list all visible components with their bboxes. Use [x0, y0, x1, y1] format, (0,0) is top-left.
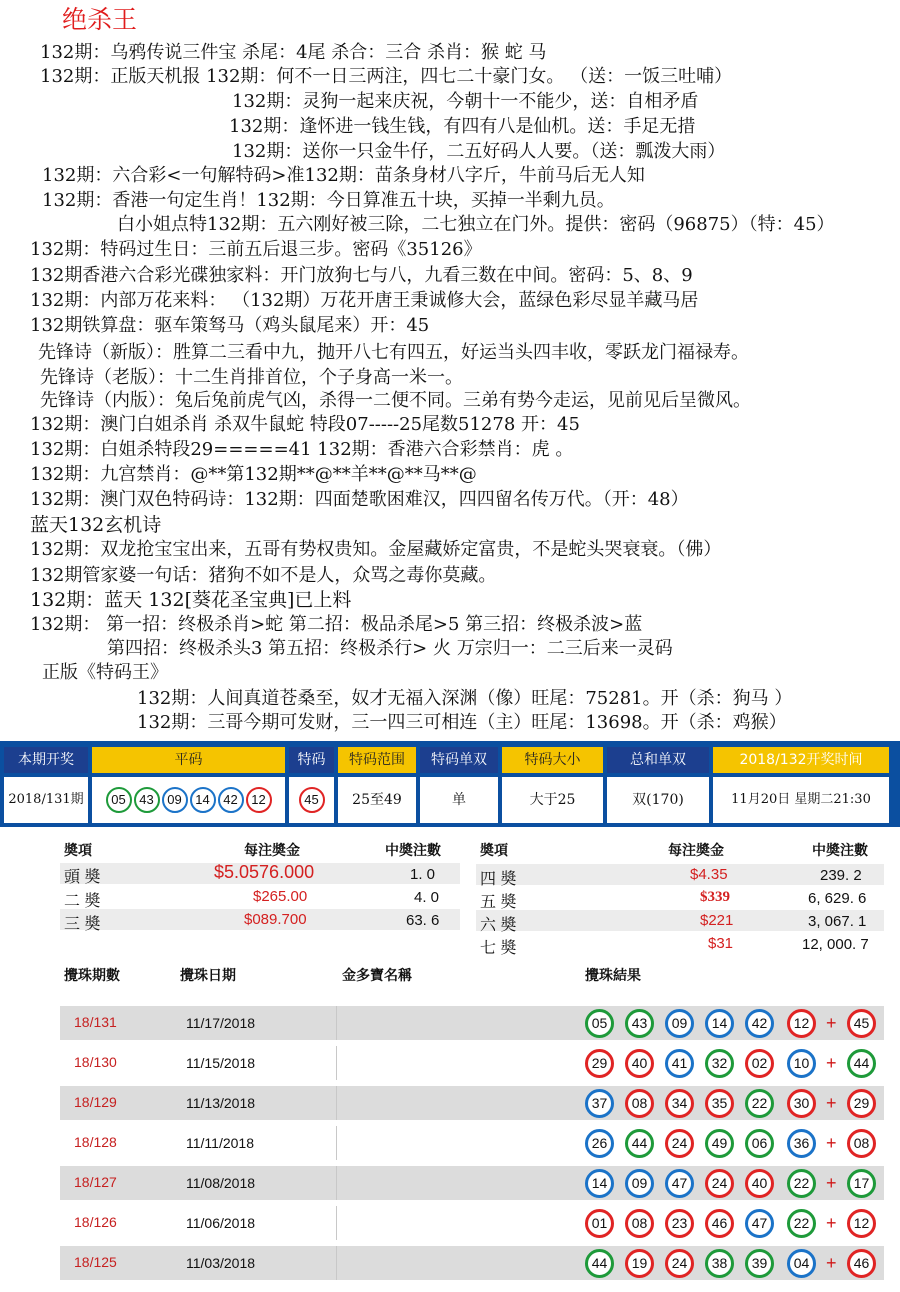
number-ball: 34 [665, 1089, 694, 1118]
prize-amount: $265.00 [253, 888, 308, 905]
number-ball: 42 [745, 1009, 774, 1038]
number-ball: 41 [665, 1049, 694, 1078]
text-line: 白小姐点特132期：五六刚好被三除，二七独立在门外。提供：密码（96875）（特：45） [117, 214, 835, 235]
number-ball: 14 [190, 787, 216, 813]
draw-date: 11/15/2018 [186, 1055, 256, 1071]
result-special [289, 777, 334, 823]
number-ball: 47 [665, 1169, 694, 1198]
result-header: 特码 [289, 747, 334, 773]
draw-row [60, 1126, 884, 1160]
number-ball: 36 [787, 1129, 816, 1158]
prize-amount: $4.35 [690, 866, 728, 883]
prize-amount: $31 [708, 935, 734, 952]
draws-header: 攪珠日期 [180, 968, 236, 984]
special-ball: 12 [847, 1209, 876, 1238]
text-line: 132期：澳门双色特码诗：132期：四面楚歌困难汉，四四留名传万代。（开：48） [30, 489, 689, 510]
text-line: 132期：澳门白姐杀肖 杀双牛鼠蛇 特段07-----25尾数51278 开：45 [30, 414, 580, 435]
draws-header: 攪珠期數 [64, 968, 120, 984]
column-divider [336, 1246, 337, 1280]
text-line: 132期：逢怀进一钱生钱，有四有八是仙机。送：手足无措 [229, 116, 696, 137]
draw-date: 11/11/2018 [186, 1135, 254, 1151]
number-ball: 24 [705, 1169, 734, 1198]
special-ball: 44 [847, 1049, 876, 1078]
draw-number: 18/128 [74, 1134, 117, 1150]
number-ball: 44 [625, 1129, 654, 1158]
number-ball: 47 [745, 1209, 774, 1238]
number-ball: 35 [705, 1089, 734, 1118]
prize-name: 四 奬 [480, 871, 517, 888]
prize-name: 七 奬 [480, 940, 517, 957]
text-line: 132期：香港一句定生肖！132期：今日算准五十块，买掉一半剩九员。 [42, 190, 615, 211]
result-header: 特码大小 [502, 747, 603, 773]
text-line: 132期：灵狗一起来庆祝，今朝十一不能少，送：自相矛盾 [232, 91, 699, 112]
column-divider [336, 1206, 337, 1240]
prize-header: 中奬注數 [385, 843, 441, 859]
text-line: 132期：六合彩<一句解特码>准132期：苗条身材八字斤，牛前马后无人知 [42, 165, 645, 186]
special-ball: 46 [847, 1249, 876, 1278]
plus-sign: + [826, 1173, 837, 1193]
text-line: 132期香港六合彩光碟独家料：开门放狗七与八，九看三数在中间。密码：5、8、9 [30, 265, 693, 286]
draw-number: 18/127 [74, 1174, 117, 1190]
draw-number: 18/130 [74, 1054, 117, 1070]
draw-row [60, 1206, 884, 1240]
number-ball: 08 [625, 1209, 654, 1238]
draw-number: 18/125 [74, 1254, 117, 1270]
result-table [0, 741, 900, 827]
draw-date: 11/13/2018 [186, 1095, 256, 1111]
result-header: 特码单双 [420, 747, 498, 773]
draw-date: 11/03/2018 [186, 1255, 256, 1271]
draws-header: 攪珠結果 [585, 968, 641, 984]
result-size: 大于25 [502, 777, 603, 823]
result-period: 2018/131期 [4, 777, 88, 823]
prize-amount: $089.700 [244, 911, 307, 928]
result-balls [92, 777, 285, 823]
number-ball: 22 [787, 1209, 816, 1238]
text-line: 正版《特码王》 [42, 662, 168, 683]
result-header: 2018/132开奖时间 [713, 747, 889, 773]
number-ball: 05 [106, 787, 132, 813]
special-ball: 08 [847, 1129, 876, 1158]
text-line: 132期：白姐杀特段29=====41 132期：香港六合彩禁肖：虎 。 [30, 439, 574, 460]
special-ball: 29 [847, 1089, 876, 1118]
text-line: 132期：乌鸦传说三件宝 杀尾：4尾 杀合：三合 杀肖：猴 蛇 马 [40, 42, 547, 63]
prize-count: 1. 0 [410, 866, 436, 883]
prize-amount: $339 [700, 889, 730, 905]
number-ball: 29 [585, 1049, 614, 1078]
number-ball: 44 [585, 1249, 614, 1278]
text-line: 132期铁算盘：驱车策驽马（鸡头鼠尾来）开：45 [30, 315, 430, 336]
column-divider [336, 1126, 337, 1160]
draws-header: 金多寶名稱 [342, 968, 412, 984]
text-line: 132期管家婆一句话：猪狗不如不是人，众骂之毒你莫藏。 [30, 565, 497, 586]
number-ball: 40 [745, 1169, 774, 1198]
number-ball: 43 [625, 1009, 654, 1038]
draw-row [60, 1246, 884, 1280]
prize-count: 12, 000. 7 [802, 936, 869, 953]
plus-sign: + [826, 1253, 837, 1273]
special-ball: 45 [847, 1009, 876, 1038]
result-odd-even: 单 [420, 777, 498, 823]
plus-sign: + [826, 1013, 837, 1033]
text-line: 132期：九宫禁肖：@**第132期**@**羊**@**马**@ [30, 464, 477, 485]
number-ball: 06 [745, 1129, 774, 1158]
number-ball: 02 [745, 1049, 774, 1078]
number-ball: 42 [218, 787, 244, 813]
text-line: 132期：蓝天 132[葵花圣宝典]已上料 [30, 589, 352, 611]
number-ball: 12 [787, 1009, 816, 1038]
number-ball: 43 [134, 787, 160, 813]
number-ball: 22 [745, 1089, 774, 1118]
number-ball: 32 [705, 1049, 734, 1078]
number-ball: 08 [625, 1089, 654, 1118]
text-line: 132期：人间真道苍桑至，奴才无福入深渊（像）旺尾：75281。开（杀：狗马 ） [137, 688, 793, 709]
number-ball: 39 [745, 1249, 774, 1278]
column-divider [336, 1006, 337, 1040]
number-ball: 09 [665, 1009, 694, 1038]
number-ball: 14 [585, 1169, 614, 1198]
prize-header: 奬項 [480, 843, 508, 859]
draw-row [60, 1166, 884, 1200]
number-ball: 14 [705, 1009, 734, 1038]
number-ball: 12 [246, 787, 272, 813]
special-ball: 17 [847, 1169, 876, 1198]
prize-name: 五 奬 [480, 894, 517, 911]
number-ball: 37 [585, 1089, 614, 1118]
page-title: 绝杀王 [62, 5, 138, 34]
draw-date: 11/06/2018 [186, 1215, 256, 1231]
prize-count: 63. 6 [406, 912, 440, 929]
result-header: 平码 [92, 747, 285, 773]
text-line: 132期： 第一招：终极杀肖>蛇 第二招：极品杀尾>5 第三招：终极杀波>蓝 [30, 614, 643, 635]
prize-count: 3, 067. 1 [808, 913, 867, 930]
text-line: 蓝天132玄机诗 [30, 514, 162, 536]
special-ball: 45 [299, 787, 325, 813]
number-ball: 24 [665, 1129, 694, 1158]
number-ball: 01 [585, 1209, 614, 1238]
number-ball: 26 [585, 1129, 614, 1158]
number-ball: 49 [705, 1129, 734, 1158]
result-range: 25至49 [338, 777, 416, 823]
number-ball: 24 [665, 1249, 694, 1278]
text-line: 132期：正版天机报 132期：何不一日三两注，四七二十豪门女。 （送：一饭三吐哺） [40, 66, 733, 87]
plus-sign: + [826, 1133, 837, 1153]
text-line: 第四招：终极杀头3 第五招：终极杀行> 火 万宗归一：二三后来一灵码 [107, 638, 673, 659]
column-divider [336, 1046, 337, 1080]
number-ball: 40 [625, 1049, 654, 1078]
draw-row [60, 1086, 884, 1120]
draw-date: 11/08/2018 [186, 1175, 256, 1191]
prize-count: 239. 2 [820, 867, 862, 884]
plus-sign: + [826, 1213, 837, 1233]
draw-number: 18/126 [74, 1214, 117, 1230]
text-line: 132期：特码过生日：三前五后退三步。密码《35126》 [30, 239, 482, 260]
draw-number: 18/131 [74, 1014, 117, 1030]
text-line: 132期：内部万花来料： （132期）万花开唐王秉诚修大会，蓝绿色彩尽显羊藏马居 [30, 290, 699, 311]
text-line: 先锋诗（老版）：十二生肖排首位，个子身高一米一。 [40, 367, 463, 388]
plus-sign: + [826, 1093, 837, 1113]
prize-count: 6, 629. 6 [808, 890, 867, 907]
prize-amount: $5.0576.000 [214, 862, 315, 882]
number-ball: 09 [625, 1169, 654, 1198]
prize-name: 二 奬 [64, 893, 101, 910]
column-divider [336, 1166, 337, 1200]
result-sum-odd-even: 双(170) [607, 777, 709, 823]
column-divider [336, 1086, 337, 1120]
number-ball: 04 [787, 1249, 816, 1278]
text-line: 先锋诗（内版）：兔后兔前虎气凶，杀得一二便不同。三弟有势今走运，见前见后呈微风。 [40, 390, 751, 411]
draw-number: 18/129 [74, 1094, 117, 1110]
number-ball: 46 [705, 1209, 734, 1238]
result-header: 特码范围 [338, 747, 416, 773]
result-header: 本期开奖 [4, 747, 88, 773]
prize-name: 頭 奬 [64, 869, 101, 886]
result-header: 总和单双 [607, 747, 709, 773]
number-ball: 09 [162, 787, 188, 813]
text-line: 先锋诗（新版）：胜算二三看中九，抛开八七有四五，好运当头四丰收，零跃龙门福禄寿。 [38, 342, 749, 363]
prize-name: 三 奬 [64, 916, 101, 933]
result-next-time: 11月20日 星期二21:30 [713, 777, 889, 823]
draw-row [60, 1046, 884, 1080]
number-ball: 23 [665, 1209, 694, 1238]
prize-name: 六 奬 [480, 917, 517, 934]
number-ball: 10 [787, 1049, 816, 1078]
prize-header: 奬項 [64, 843, 92, 859]
number-ball: 22 [787, 1169, 816, 1198]
number-ball: 30 [787, 1089, 816, 1118]
number-ball: 19 [625, 1249, 654, 1278]
draw-row [60, 1006, 884, 1040]
prize-header: 中奬注數 [812, 843, 868, 859]
number-ball: 05 [585, 1009, 614, 1038]
text-line: 132期：双龙抢宝宝出来，五哥有势权贵知。金屋藏娇定富贵，不是蛇头哭衰衰。（佛） [30, 539, 722, 560]
text-line: 132期：送你一只金牛仔，二五好码人人要。（送：瓢泼大雨） [232, 141, 726, 162]
draw-date: 11/17/2018 [186, 1015, 256, 1031]
plus-sign: + [826, 1053, 837, 1073]
prize-count: 4. 0 [414, 889, 440, 906]
number-ball: 38 [705, 1249, 734, 1278]
prize-header: 每注奬金 [668, 843, 724, 859]
text-line: 132期：三哥今期可发财，三一四三可相连（主）旺尾：13698。开（杀：鸡猴） [137, 712, 787, 733]
prize-amount: $221 [700, 912, 734, 929]
prize-header: 每注奬金 [244, 843, 300, 859]
